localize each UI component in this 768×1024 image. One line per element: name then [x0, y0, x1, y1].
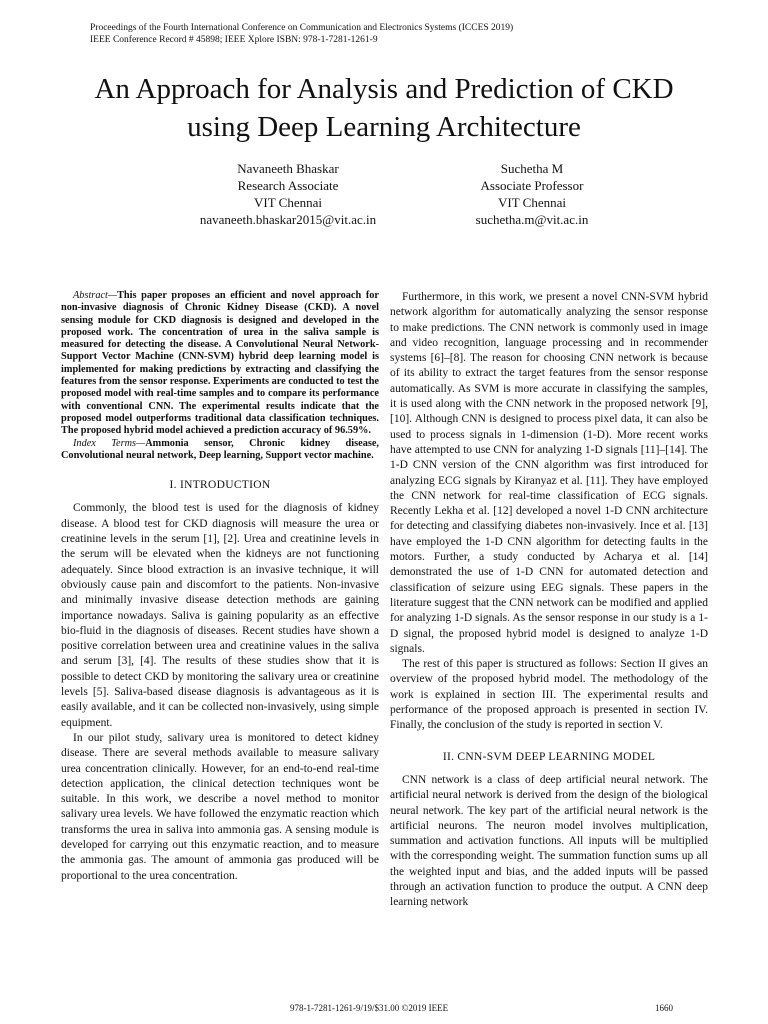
author-role: Research Associate: [237, 178, 339, 193]
right-column: [390, 290, 708, 911]
title-line-2: using Deep Learning Architecture: [187, 111, 581, 143]
title-line-1: An Approach for Analysis and Prediction of CKD: [94, 73, 674, 105]
section-heading-introduction: I. INTRODUCTION: [169, 479, 271, 492]
author-email[interactable]: suchetha.m@vit.ac.in: [475, 212, 589, 227]
conference-line-1: Proceedings of the Fourth International Conference on Communication and Electronics Systems (ICCES 2019): [90, 23, 514, 33]
intro-paragraph-3: Furthermore, in this work, we present a novel CNN-SVM hybrid network algorithm for automatically analyzing the sensor response to make predictions. The CNN network is commonly used in image and video recognition, language processing and in recommender systems [6]–[8]. The reason for choosing CNN network is because of its ability to extract the target features from the sensor response automatically. As SVM is more accurate in classifying the samples, it is used along with the CNN network in the proposed network [9], [10]. Although CNN is designed to process pixel data, it can also be used to process signals in 1-dimension (1-D). More recent works have attempted to use CNN for analyzing 1-D signals [11]–[14]. The 1-D CNN version of the CNN algorithm was first introduced for analyzing ECG signals by Kiranyaz et al. [11]. They have employed the CNN network for real-time classification of ECG signals. Recently Lekha et al. [12] developed a novel 1-D CNN architecture for detecting and classifying diabetes non-invasively. Ince et al. [13] have employed the 1-D CNN algorithm for detecting faults in the motors. Further, a study conducted by Acharya et al. [14] demonstrated the use of 1-D CNN for automated detection and classification of seizure using EEG signals. These papers in the literature suggest that the CNN network can be modified and applied for analyzing 1-D signals. As the sensor response in our study is a 1-D signal, the proposed hybrid model is designed to analyze 1-D signals.: [390, 291, 708, 655]
conference-line-2: IEEE Conference Record # 45898; IEEE Xplore ISBN: 978-1-7281-1261-9: [90, 35, 378, 45]
left-column: [61, 290, 379, 884]
intro-paragraph-2: In our pilot study, salivary urea is monitored to detect kidney disease. There are several methods available to measure salivary urea concentration clinically. However, for an end-to-end real-time detection application, the clinical detection techniques wont be suitable. In this work, we describe a novel method to monitor salivary urea levels. We have followed the enzymatic reaction which transforms the urea in saliva into ammonia gas. A sensing module is developed for carrying out this enzymatic reaction, and to measure the ammonia gas. The amount of ammonia gas produced will be proportional to the urea concentration.: [61, 731, 379, 882]
author-role: Associate Professor: [480, 178, 584, 193]
abstract: [61, 290, 379, 438]
paper-title: [0, 70, 768, 146]
index-terms: [61, 438, 379, 463]
cnn-paragraph-1: CNN network is a class of deep artificial neural network. The artificial neural network is derived from the design of the biological neural network. The key part of the artificial neural network is the artificial neurons. The neuron model involves multiplication, summation and activation functions. All inputs will be multiplied with the corresponding weight. The summation function sums up all the weighted input and bias, and the added inputs will be passed through an activation function to produce the output. A CNN deep learning network: [390, 773, 708, 909]
index-terms-text: Ammonia sensor, Chronic kidney disease, Convolutional neural network, Deep learning, Support vector machine.: [61, 437, 379, 461]
author-affiliation: VIT Chennai: [498, 195, 566, 210]
author-affiliation: VIT Chennai: [254, 195, 322, 210]
intro-paragraph-1: Commonly, the blood test is used for the diagnosis of kidney disease. A blood test for CKD diagnosis will measure the urea or creatinine levels in the serum [1], [2]. Urea and creatinine levels in the serum will be elevated when the kidneys are not functioning adequately. Since blood extraction is an invasive technique, it will obviously cause pain and discomfort to the patients. Non-invasive and minimally invasive disease detection methods are gaining importance nowadays. Saliva is gaining popularity as an effective bio-fluid in the diagnosis of diseases. Recent studies have shown a positive correlation between urea and creatinine values in the saliva and serum [3], [4]. The results of these studies show that it is possible to detect CKD by monitoring the salivary urea or creatinine levels [5]. Saliva-based disease diagnosis is advantageous as it is easily available, and it can be collected non-invasively, using simple equipment.: [61, 502, 379, 729]
author-1: [168, 160, 408, 228]
intro-paragraph-4: The rest of this paper is structured as follows: Section II gives an overview of the proposed hybrid model. The methodology of the work is explained in section III. The experimental results and performance of the proposed approach is presented in section IV. Finally, the conclusion of the study is reported in section V.: [390, 658, 708, 732]
conference-header: [90, 22, 513, 46]
page-number: 1660: [655, 1003, 673, 1013]
author-email[interactable]: navaneeth.bhaskar2015@vit.ac.in: [199, 212, 377, 227]
author-name: Navaneeth Bhaskar: [237, 161, 339, 176]
author-name: Suchetha M: [500, 161, 564, 176]
abstract-text: This paper proposes an efficient and novel approach for non-invasive diagnosis of Chronic Kidney Disease (CKD). A novel sensing module for CKD diagnosis is designed and developed in the proposed work. The concentration of urea in the saliva sample is measured for detecting the disease. A Convolutional Neural Network-Support Vector Machine (CNN-SVM) hybrid deep learning model is implemented for making predictions by extracting and classifying the features from the sensor response. Experiments are conducted to test the proposed model with real-time samples and to compare its performance with conventional CNN. The experimental results indicate that the proposed model outperforms traditional data classification techniques. The proposed hybrid model achieved a prediction accuracy of 96.59%.: [61, 290, 379, 437]
section-heading-cnn-svm: II. CNN-SVM DEEP LEARNING MODEL: [442, 750, 656, 763]
index-terms-lead: Index Terms—: [73, 437, 146, 449]
abstract-lead: Abstract—: [73, 290, 118, 301]
author-2: [412, 160, 652, 228]
footer-isbn: 978-1-7281-1261-9/19/$31.00 ©2019 IEEE: [290, 1003, 449, 1013]
